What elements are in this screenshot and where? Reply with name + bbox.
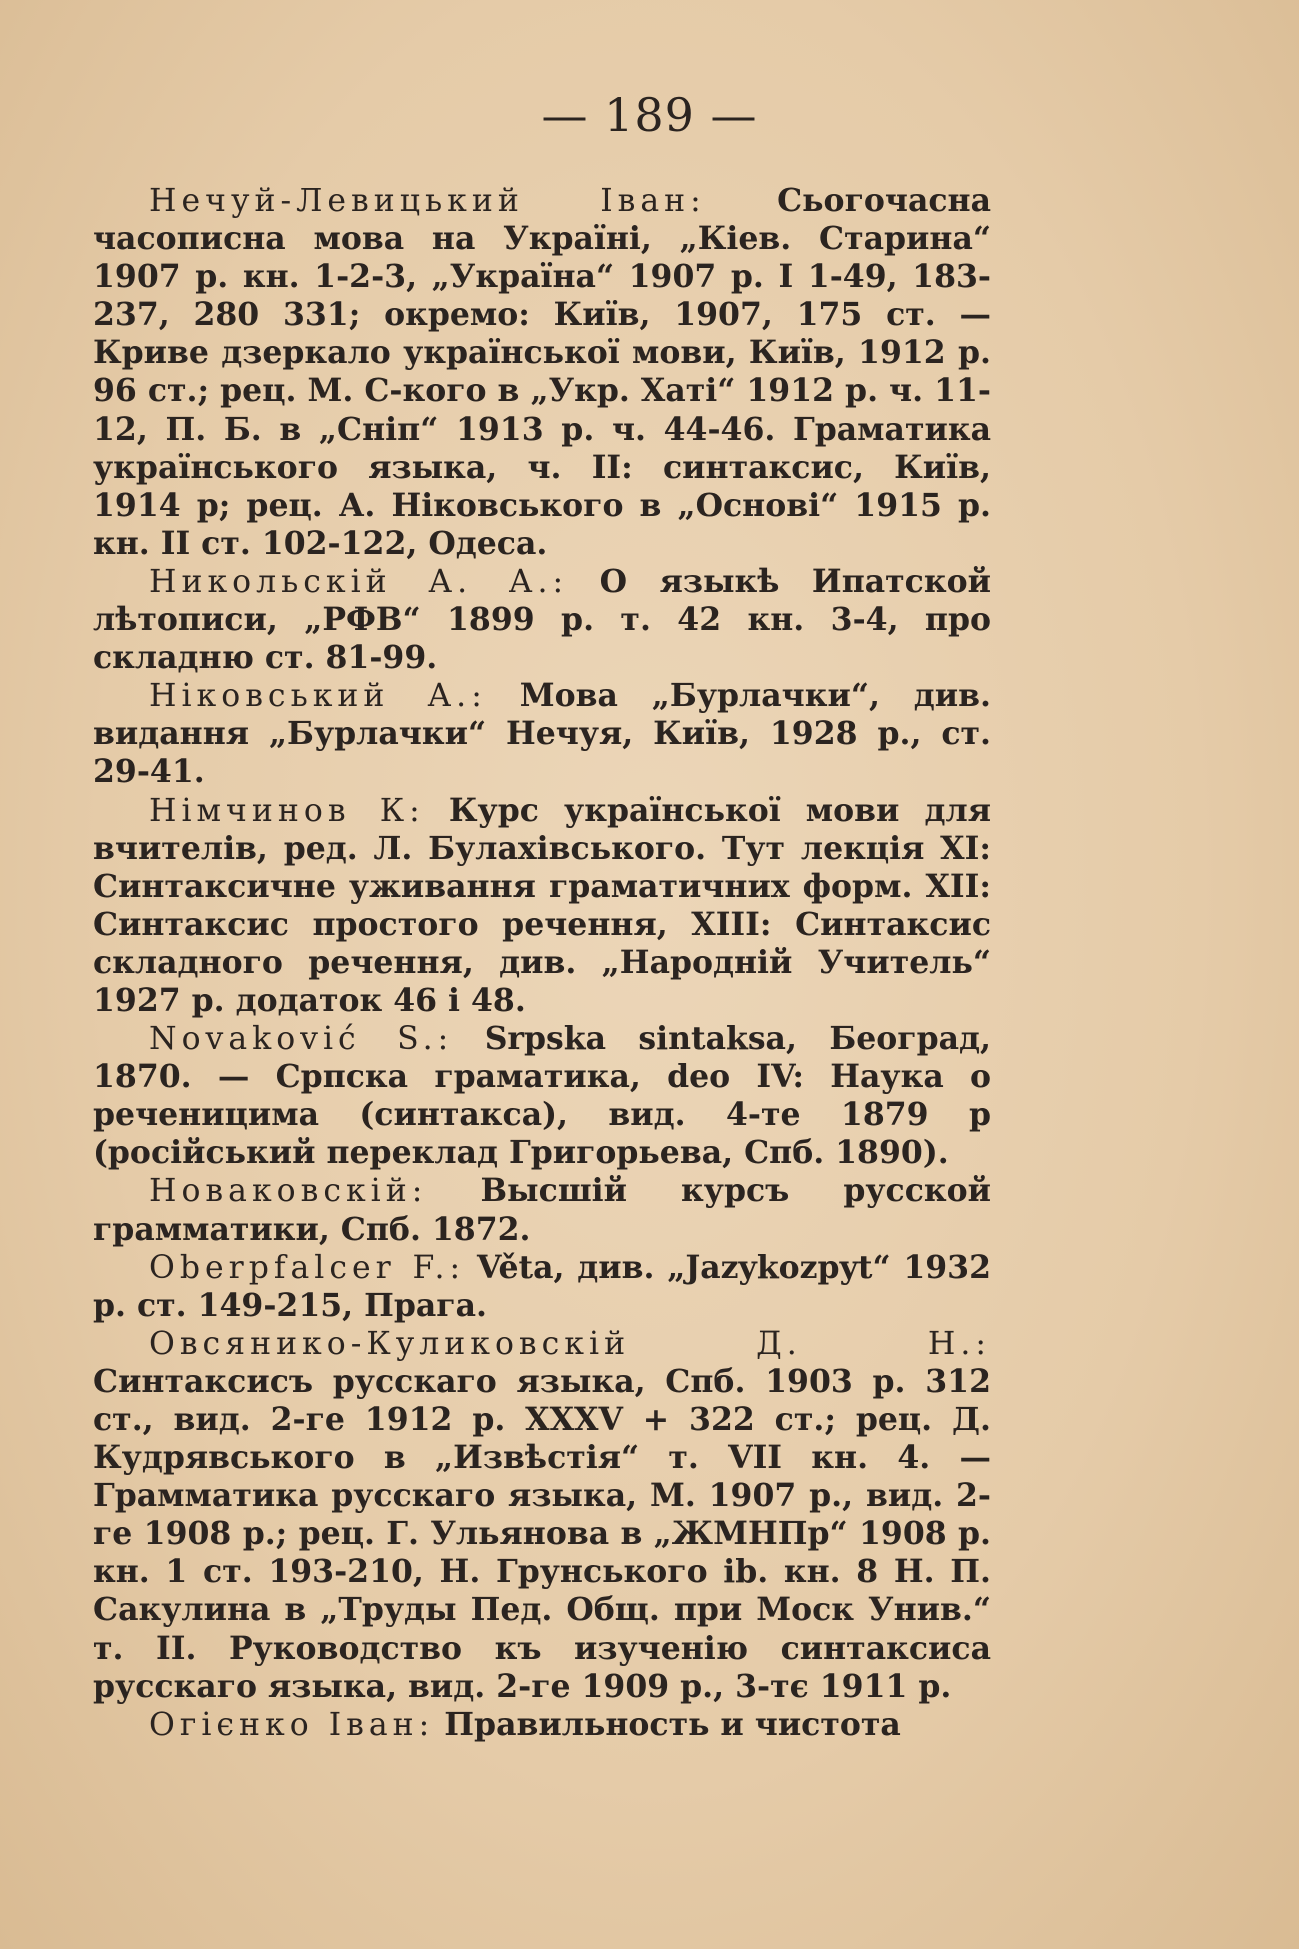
- entry-author: Овсянико-Куликовскій Д. Н.:: [149, 1325, 991, 1362]
- bibliography-entry: [93, 792, 991, 1021]
- entry-text: Мова „Бурлачки“, див. видання „Бурлачки“ Нечуя, Київ, 1928 р., ст. 29-41.: [93, 677, 991, 791]
- entry-text: Правильность и чистота: [444, 1705, 901, 1743]
- bibliography-entry: [93, 563, 991, 677]
- entry-text: Высшій курсъ русской грамматики, Спб. 1872.: [93, 1172, 992, 1248]
- entry-author: Німчинов К:: [149, 792, 425, 829]
- entry-text: О языкѣ Ипатской лѣтописи, „РФВ“ 1899 р. т. 42 кн. 3-4, про складню ст. 81-99.: [93, 562, 991, 677]
- entry-text: Věta, див. „Jazykozpyt“ 1932 р. ст. 149-215, Прага.: [93, 1248, 992, 1324]
- entry-author: Oberpfalcer F.:: [149, 1249, 466, 1286]
- entry-author: Нечуй-Левицький Іван:: [149, 183, 706, 219]
- entry-text: Курс української мови для вчителів, ред. Л. Булахівського. Тут лекція XI: Синтаксичне уживання граматичних форм. XII: Синтаксис простого речення, XIII: Синтаксис складного речення, див. „Народній Учитель“ 1927 р. додаток 46 і 48.: [93, 791, 991, 1019]
- bibliography-list: [93, 182, 991, 1744]
- entry-author: Огієнко Іван:: [149, 1706, 435, 1743]
- bibliography-entry: [93, 1706, 991, 1744]
- entry-text: Сьогочасна часописна мова на Україні, „Кіев. Старина“ 1907 р. кн. 1-2-3, „Україна“ 1907 р. І 1-49, 183-237, 280 331; окремо: Київ, 1907, 175 ст. — Криве дзеркало української мови, Київ, 1912 р. 96 ст.; рец. М. С-кого в „Укр. Хаті“ 1912 р. ч. 11-12, П. Б. в „Сніп“ 1913 р. ч. 44-46. Граматика украïнського языка, ч. II: синтаксис, Київ, 1914 р; рец. А. Ніковського в „Основі“ 1915 р. кн. II ст. 102-122, Одеса.: [93, 182, 991, 562]
- bibliography-entry: [93, 677, 991, 791]
- entry-author: Никольскій А. А.:: [149, 563, 569, 600]
- entry-author: Novaković S.:: [149, 1021, 454, 1058]
- bibliography-entry: [93, 1020, 991, 1172]
- entry-author: Новаковскій:: [149, 1173, 428, 1210]
- bibliography-entry: [93, 1172, 991, 1248]
- page-number: — 189 —: [541, 88, 758, 142]
- entry-author: Ніковський А.:: [149, 678, 487, 715]
- entry-text: Синтаксисъ русскаго языка, Спб. 1903 р. 312 ст., вид. 2-ге 1912 р. XXXV + 322 ст.; рец. Д. Кудрявського в „Извѣстія“ т. VII кн. 4. — Грамматика русскаго языка, М. 1907 р., вид. 2-ге 1908 р.; рец. Г. Ульянова в „ЖМНПр“ 1908 р. кн. 1 ст. 193-210, Н. Грунського ib. кн. 8 Н. П. Сакулина в „Труды Пед. Общ. при Моск Унив.“ т. II. Руководство къ изученію синтаксиса русскаго языка, вид. 2-ге 1909 р., 3-тє 1911 р.: [93, 1362, 991, 1705]
- entry-text: Srpska sintaksa, Београд, 1870. — Српска граматика, deo IV: Наука о реченицима (синтакса), вид. 4-те 1879 р (російський переклад Григорьева, Спб. 1890).: [93, 1020, 992, 1172]
- bibliography-entry: [93, 182, 991, 563]
- bibliography-entry: [93, 1249, 991, 1325]
- bibliography-entry: [93, 1325, 991, 1706]
